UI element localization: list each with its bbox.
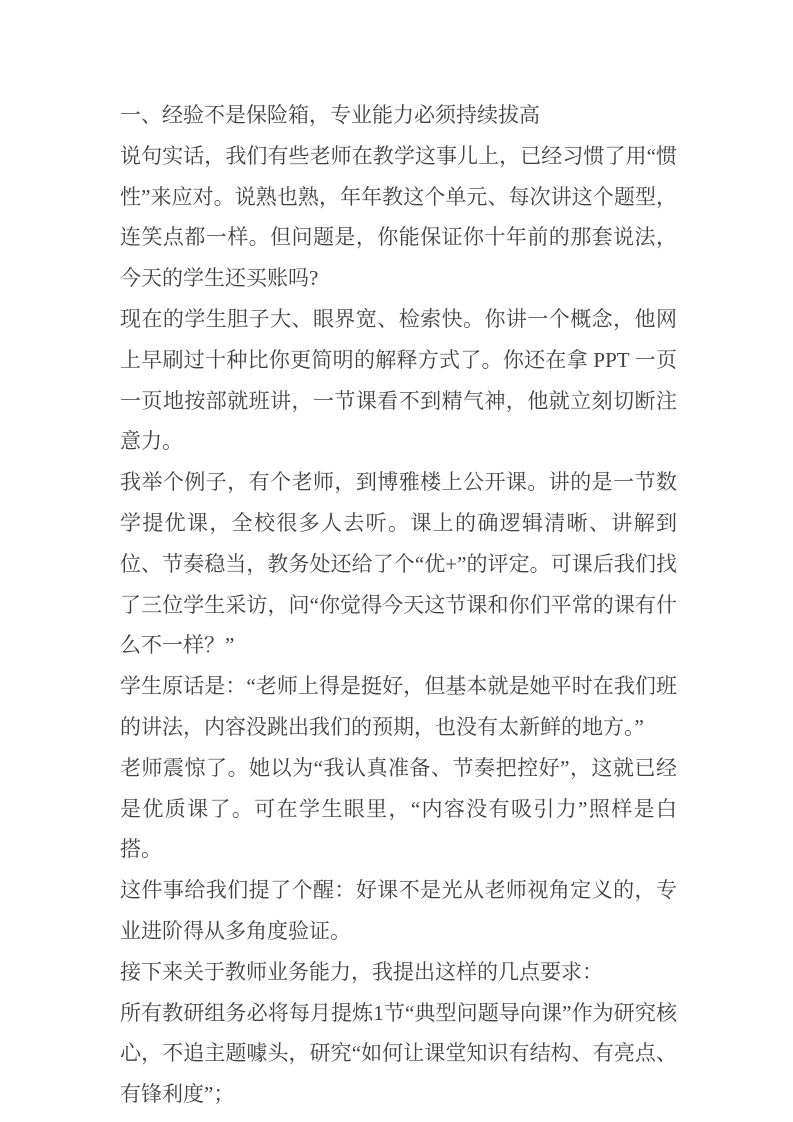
paragraph: 接下来关于教师业务能力，我提出这样的几点要求： bbox=[120, 959, 603, 984]
section-heading: 一、经验不是保险箱，专业能力必须持续拔高 bbox=[120, 103, 540, 127]
paragraph: 老师震惊了。她以为“我认真准备、节奏把控好”，这就已经是优质课了。可在学生眼里，“内容没有吸引力”照样是白搭。 bbox=[120, 755, 677, 862]
paragraph: 学生原话是：“老师上得是挺好，但基本就是她平时在我们班的讲法，内容没跳出我们的预期，也没有太新鲜的地方。” bbox=[120, 674, 677, 739]
paragraph: 我举个例子，有个老师，到博雅楼上公开课。讲的是一节数学提优课，全校很多人去听。课上的确逻辑清晰、讲解到位、节奏稳当，教务处还给了个“优+”的评定。可课后我们找了三位学生采访，问“你觉得今天这节课和你们平常的课有什么不一样？” bbox=[120, 470, 677, 658]
paragraph: 现在的学生胆子大、眼界宽、检索快。你讲一个概念，他网上早刷过十种比你更简明的解释方式了。你还在拿 PPT 一页一页地按部就班讲，一节课看不到精气神，他就立刻切断注意力。 bbox=[120, 306, 677, 454]
paragraph: 这件事给我们提了个醒：好课不是光从老师视角定义的，专业进阶得从多角度验证。 bbox=[120, 878, 677, 943]
paragraph: 说句实话，我们有些老师在教学这事儿上，已经习惯了用“惯性”来应对。说熟也熟，年年教这个单元、每次讲这个题型，连笑点都一样。但问题是，你能保证你十年前的那套说法，今天的学生还买账吗? bbox=[120, 143, 677, 291]
paragraph: 所有教研组务必将每月提炼1节“典型问题导向课”作为研究核心，不追主题噱头，研究“如何让课堂知识有结构、有亮点、有锋利度”； bbox=[120, 1000, 677, 1107]
